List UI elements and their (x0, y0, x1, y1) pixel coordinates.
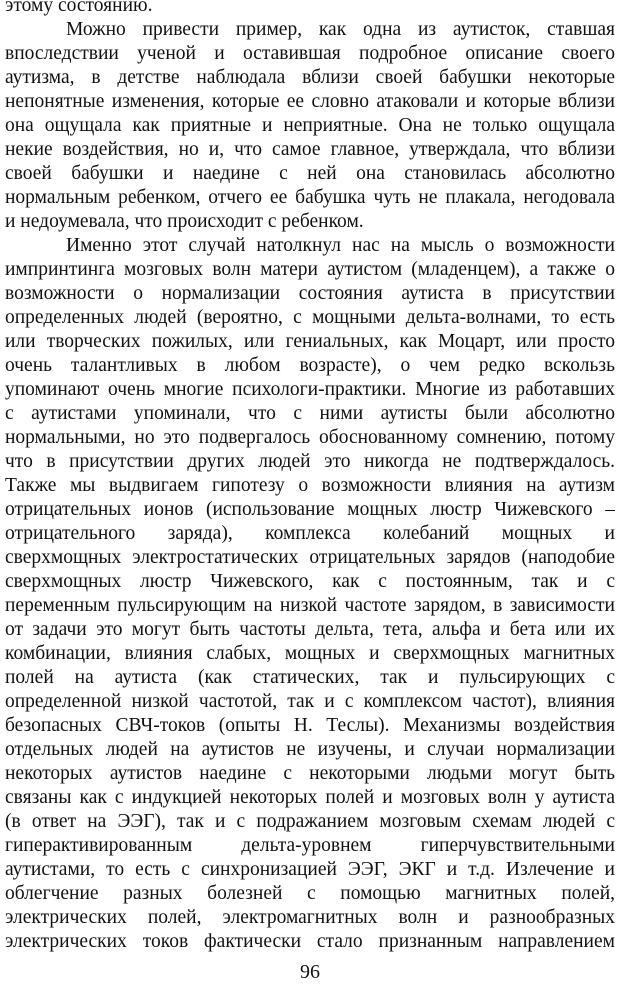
page-number: 96 (300, 961, 320, 983)
text-line: отрицательных ионов (использование мощных люстр Чижевского – (5, 499, 615, 520)
text-line: сверхмощных электростатических отрицательных зарядов (наподобие (5, 547, 615, 568)
text-line: определенной низкой частотой, так и с комплексом частот), влияния (5, 691, 615, 712)
text-line: связаны как с индукцией некоторых полей и мозговых волн у аутиста (5, 787, 615, 808)
text-line: этому состоянию. (5, 0, 153, 16)
text-line: некоторых аутистов наедине с некоторыми людьми могут быть (5, 763, 615, 784)
text-line: импринтинга мозговых волн матери аутистом (младенцем), а также о (5, 259, 615, 280)
text-line: и недоумевала, что происходит с ребенком. (5, 211, 364, 232)
text-line: своей бабушки и наедине с ней она становилась абсолютно (5, 163, 615, 184)
text-line: безопасных СВЧ-токов (опыты Н. Теслы). Механизмы воздействия (5, 715, 615, 736)
text-line: сверхмощных люстр Чижевского, как с постоянным, так и с (5, 571, 615, 592)
paragraph-first-line: Именно этот случай натолкнул нас на мысль о возможности (66, 235, 615, 256)
text-line: (в ответ на ЭЭГ), так и с подражанием мозговым схемам людей с (5, 811, 615, 832)
paragraph-first-line: Можно привести пример, как одна из аутисток, ставшая (66, 19, 615, 40)
text-line: от задачи это могут быть частоты дельта, тета, альфа и бета или их (5, 619, 615, 640)
text-line: нормальным ребенком, отчего ее бабушка чуть не плакала, негодовала (5, 187, 615, 208)
text-line: переменным пульсирующим на низкой частоте зарядом, в зависимости (5, 595, 615, 616)
text-line: аутизма, в детстве наблюдала вблизи своей бабушки некоторые (5, 67, 615, 88)
text-line: что в присутствии других людей это никогда не подтверждалось. (5, 451, 615, 472)
text-line: полей на аутиста (как статических, так и пульсирующих с (5, 667, 615, 688)
text-line: непонятные изменения, которые ее словно атаковали и которые вблизи (5, 91, 615, 112)
text-line: отрицательного заряда), комплекса колебаний мощных и (5, 523, 615, 544)
text-line: или творческих пожилых, или гениальных, как Моцарт, или просто (5, 331, 615, 352)
text-line: некие воздействия, но и, что самое главное, утверждала, что вблизи (5, 139, 615, 160)
text-line: гиперактивированным дельта-уровнем гиперчувствительными (5, 835, 615, 856)
text-line: комбинации, влияния слабых, мощных и сверхмощных магнитных (5, 643, 615, 664)
text-line: впоследствии ученой и оставившая подробное описание своего (5, 43, 615, 64)
text-line: электрических полей, электромагнитных волн и разнообразных (5, 907, 615, 928)
text-line: аутистами, то есть с синхронизацией ЭЭГ, ЭКГ и т.д. Излечение и (5, 859, 615, 880)
text-line: возможности о нормализации состояния аутиста в присутствии (5, 283, 615, 304)
text-line: упоминают очень многие психологи-практики. Многие из работавших (5, 379, 615, 400)
text-line: с аутистами упоминали, что с ними аутисты были абсолютно (5, 403, 615, 424)
text-line: очень талантливых в любом возрасте), о чем редко вскользь (5, 355, 615, 376)
text-line: электрических токов фактически стало признанным направлением (5, 931, 615, 952)
text-line: облегчение разных болезней с помощью магнитных полей, (5, 883, 615, 904)
text-line: отдельных людей на аутистов не изучены, и случаи нормализации (5, 739, 615, 760)
text-line: Также мы выдвигаем гипотезу о возможности влияния на аутизм (5, 475, 615, 496)
text-line: нормальными, но это подвергалось обоснованному сомнению, потому (5, 427, 615, 448)
text-line: определенных людей (вероятно, с мощными дельта-волнами, то есть (5, 307, 615, 328)
text-line: она ощущала как приятные и неприятные. Она не только ощущала (5, 115, 615, 136)
